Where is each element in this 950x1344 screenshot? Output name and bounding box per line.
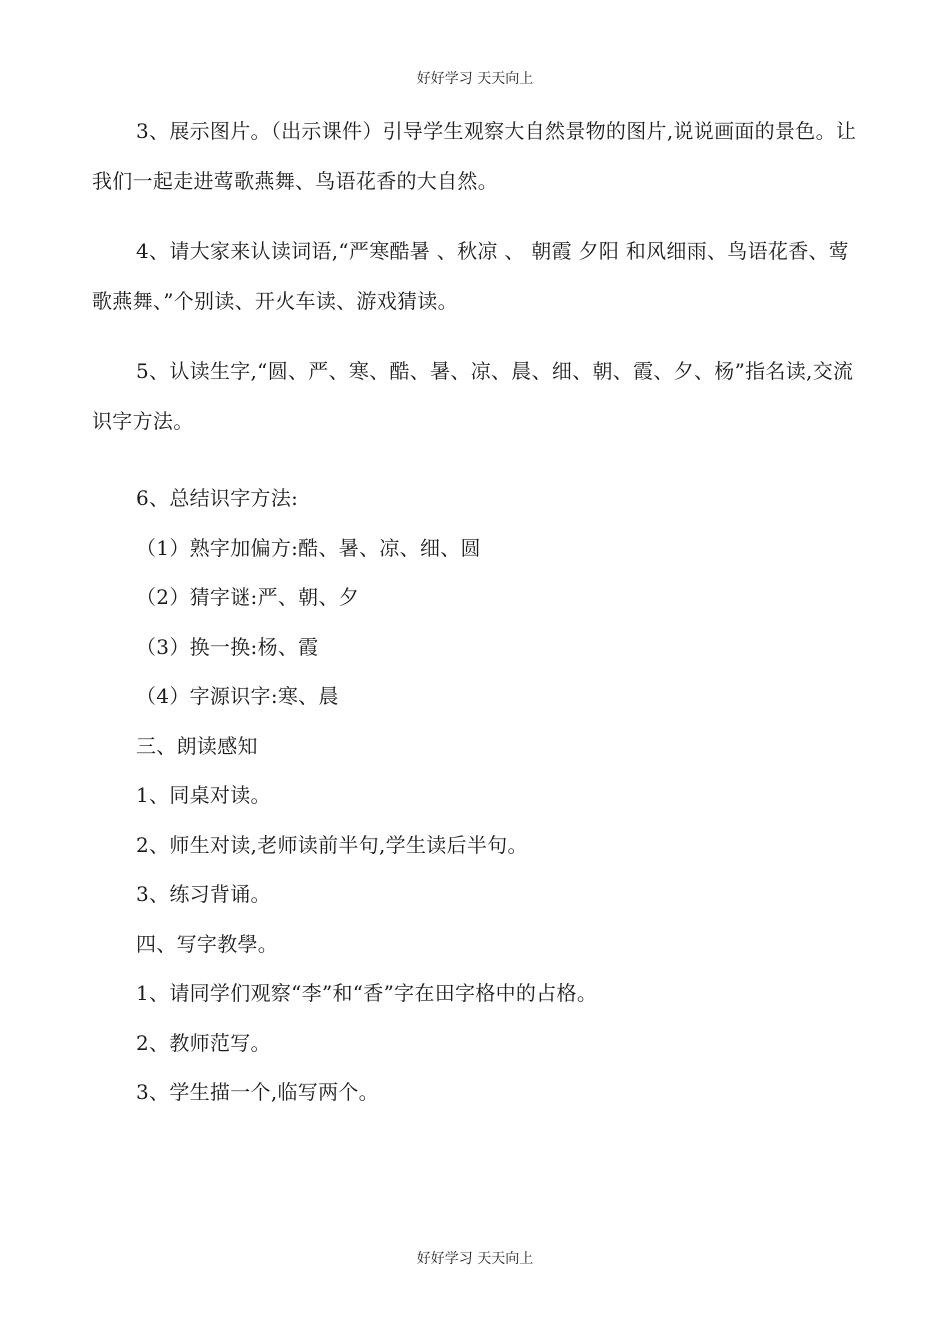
line-reading-3: 3、练习背诵。: [136, 882, 271, 906]
document-body: [92, 106, 862, 1118]
line-writing-2: 2、教师范写。: [136, 1030, 271, 1055]
paragraph-step-5: 5、认读生字,“圆、严、寒、酷、暑、凉、晨、细、朝、霞、夕、杨”指名读,交流识字方法。: [92, 359, 854, 433]
line-step-6-title: 6、总结识字方法:: [136, 486, 299, 510]
line-writing-1: 1、请同学们观察“李”和“香”字在田字格中的占格。: [136, 981, 598, 1005]
line-reading-2: 2、师生对读,老师读前半句,学生读后半句。: [136, 832, 528, 857]
line-method-2: （2）猜字谜:严、朝、夕: [136, 585, 360, 609]
line-method-1: （1）熟字加偏方:酷、暑、凉、细、圆: [136, 535, 481, 560]
line-method-3: （3）换一换:杨、霞: [136, 634, 319, 659]
page-header: 好好学习 天天向上: [416, 71, 534, 87]
line-reading-1: 1、同桌对读。: [136, 783, 271, 807]
paragraph-step-3: 3、展示图片。（出示课件）引导学生观察大自然景物的图片,说说画面的景色。让我们一起走进莺歌燕舞、鸟语花香的大自然。: [92, 119, 857, 193]
spacer: [92, 466, 862, 474]
line-writing-3: 3、学生描一个,临写两个。: [136, 1080, 379, 1104]
section-heading-writing: 四、写字教學。: [136, 931, 279, 956]
line-method-4: （4）字源识字:寒、晨: [136, 684, 339, 708]
page-footer: 好好学习 天天向上: [416, 1251, 534, 1267]
paragraph-step-4: 4、请大家来认读词语,“严寒酷暑 、秋凉 、 朝霞 夕阳 和风细雨、鸟语花香、莺歌燕舞、”个别读、开火车读、游戏猜读。: [92, 239, 850, 313]
section-heading-reading: 三、朗读感知: [136, 733, 258, 758]
